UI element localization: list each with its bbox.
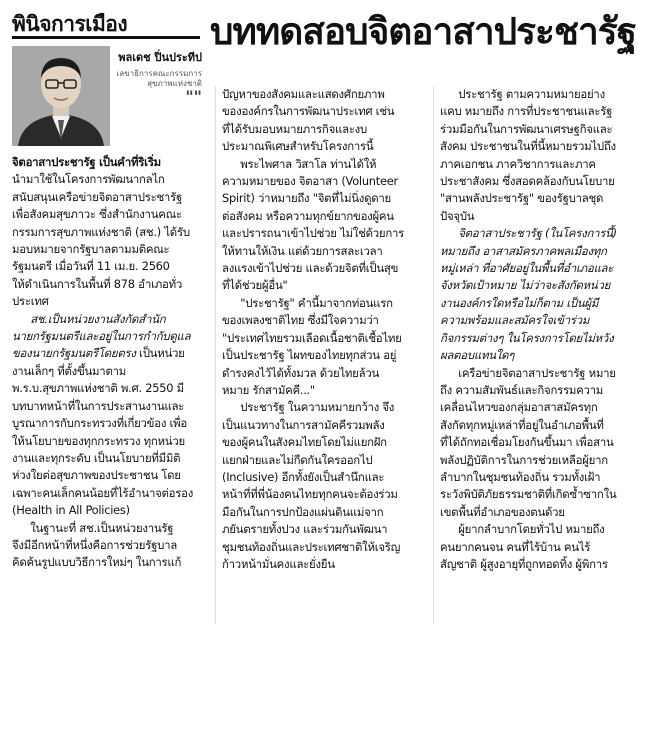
article-line: เคลื่อนไหวของกลุ่มอาสาสมัครทุก — [440, 400, 598, 415]
article-line: ประชารัฐ ในความหมายกว้าง จึง — [240, 400, 395, 415]
article-line: ความพร้อมและสมัครใจเข้าร่วม — [440, 313, 590, 328]
article-line: ประเทศ — [12, 294, 49, 309]
article-line: สังคม ประชาชนในที่นี้หมายรวมไปถึง — [440, 139, 616, 154]
article-line: นายกรัฐมนตรีและอยู่ในการกำกับดูแล — [12, 329, 191, 344]
article-line: เป็นแนวทางในการสามัคคีรวมพลัง — [222, 417, 385, 432]
article-line: แคบ หมายถึง การที่ประชาชนและรัฐ — [440, 104, 613, 119]
article-line: ที่ได้รับมอบหมายภารกิจและงบ — [222, 121, 367, 136]
article-line: "ประชารัฐ" คำนี้มาจากท่อนแรก — [240, 295, 393, 310]
article-line: ของผู้คนในสังคมไทยโดยไม่แยกฝัก — [222, 435, 387, 450]
article-line: ปัญหาของสังคมและแสดงศักยภาพ — [222, 87, 385, 101]
article-line: ภยันตรายทั้งปวง และร่วมกันพัฒนา — [222, 522, 388, 537]
article-line: ดำรงคงไว้ได้ทั้งมวล ด้วยไทยล้วน — [222, 365, 380, 380]
article-line: กรรมการสุขภาพแห่งชาติ (สช.) ได้รับ — [12, 224, 190, 239]
headline: บททดสอบจิตอาสาประชารัฐ — [210, 10, 637, 53]
article-line: (Health in All Policies) — [12, 503, 130, 518]
article-line: พระไพศาล วิสาโล ท่านได้ให้ — [240, 156, 377, 171]
article-line: ประมาณพิเศษสำหรับโครงการนี้ — [222, 139, 374, 154]
article-line: พลังปฏิบัติการในการช่วยเหลือผู้ยาก — [440, 452, 608, 467]
article-line: ต่อสังคม หรือความทุกข์ยากของผู้คน — [222, 208, 394, 223]
article-line: เขตพื้นที่อำเภอของตนด้วย — [440, 504, 565, 519]
article-line: งานและทุกระดับ เป็นนโยบายที่มีมิติ — [12, 450, 181, 465]
article-line: และปรารถนาเข้าไปช่วย ไม่ใช่ด้วยการ — [222, 226, 404, 241]
quote-mark: "" — [185, 87, 202, 106]
article-line: ระวังพิบัติภัยธรรมชาติที่เกิดซ้ำซากใน — [440, 487, 617, 502]
article-line: ชุมชนท้องถิ่นและประเทศชาติให้เจริญ — [222, 539, 401, 554]
article-line: พ.ร.บ.สุขภาพแห่งชาติ พ.ศ. 2550 มี — [12, 381, 184, 396]
article-line: ขององค์กรในการพัฒนาประเทศ เช่น — [222, 104, 395, 119]
article-column-1 — [12, 154, 208, 624]
byline — [110, 48, 202, 106]
article-line: สนับสนุนเครือข่ายจิตอาสาประชารัฐ — [12, 189, 182, 204]
author-name: พลเดช ปิ่นประทีป — [118, 51, 202, 64]
article-line: สัญชาติ ผู้สูงอายุที่ถูกทอดทิ้ง ผู้พิการ — [440, 556, 608, 571]
article-line: หมาย รักสามัคคี..." — [222, 382, 315, 397]
column-divider — [215, 86, 216, 624]
author-photo — [12, 46, 110, 146]
article-line: ในฐานะที่ สช.เป็นหน่วยงานรัฐ — [30, 520, 174, 535]
article-line: รัฐมนตรี เมื่อวันที่ 11 เม.ย. 2560 — [12, 259, 170, 274]
article-line: ห่วงใยต่อสุขภาพของประชาชน โดย — [12, 468, 181, 483]
article-line: เพื่อสังคมสุขภาวะ ซึ่งสำนักงานคณะ — [12, 207, 182, 222]
article-line: สังกัดทุกหมู่เหล่าที่อยู่ในอำเภอพื้นที่ — [440, 417, 604, 432]
author-title-line: เลขาธิการคณะกรรมการ — [116, 69, 202, 78]
article-line: ถึง ความสัมพันธ์และกิจกรรมความ — [440, 382, 604, 397]
article-line: เป็นประชารัฐ ไผทของไทยทุกส่วน อยู่ — [222, 348, 397, 363]
author-title-line: สุขภาพแห่งชาติ — [147, 79, 202, 88]
article-line: งานเล็กๆ ที่ตั้งขึ้นมาตาม — [12, 363, 127, 378]
article-line: ผลตอบแทนใดๆ — [440, 348, 515, 363]
article-line: จิตอาสาประชารัฐ (ในโครงการนี้) — [458, 226, 617, 241]
article-line: ที่ได้ช่วยผู้อื่น" — [222, 278, 288, 293]
article-line: ประชาสังคม ซึ่งสอดคล้องกับนโยบาย — [440, 174, 615, 189]
article-line: ร่วมมือกันในการพัฒนาเศรษฐกิจและ — [440, 121, 613, 136]
article-line: ลำบากในชุมชนท้องถิ่น รวมทั้งเฝ้า — [440, 469, 601, 484]
section-label: พินิจการเมือง — [12, 12, 128, 36]
article-line: ให้ดำเนินการในพื้นที่ 878 อำเภอทั่ว — [12, 276, 183, 291]
article-line: สช.เป็นหน่วยงานสังกัดสำนัก — [30, 311, 166, 326]
article-column-2 — [222, 86, 427, 624]
article-line: "ประเทศไทยรวมเลือดเนื้อชาติเชื้อไทย — [222, 330, 402, 345]
article-line: ให้นโยบายของทุกกระทรวง ทุกหน่วย — [12, 433, 185, 448]
article-line: บูรณาการกับกระทรวงที่เกี่ยวข้อง เพื่อ — [12, 416, 187, 431]
article-line: หมายถึง อาสาสมัครภาคพลเมืองทุก — [440, 243, 607, 258]
article-line: ปัจจุบัน — [440, 208, 475, 223]
article-line: Spirit) ว่าหมายถึง "จิตที่ไม่นิ่งดูดาย — [222, 191, 391, 206]
article-line: คิดค้นรูปแบบวิธีการใหม่ๆ ในการแก้ — [12, 555, 182, 570]
article-line: เครือข่ายจิตอาสาประชารัฐ หมาย — [458, 365, 616, 380]
article-line: จิตอาสาประชารัฐ เป็นคำที่ริเริ่ม — [12, 155, 161, 169]
article-line: ของนายกรัฐมนตรีโดยตรง เป็นหน่วย — [12, 346, 185, 361]
article-line: จังหวัดเป้าหมาย ไม่ว่าจะสังกัดหน่วย — [440, 278, 611, 293]
article-line: หมู่เหล่า ที่อาศัยอยู่ในพื้นที่อำเภอและ — [440, 261, 614, 276]
column-divider — [433, 86, 434, 624]
author-title — [110, 69, 202, 89]
article-line: มือกันในการปกป้องแผ่นดินแม่จาก — [222, 504, 384, 519]
article-line: (Inclusive) อีกทั้งยังเป็นสำนึกและ — [222, 469, 385, 484]
article-line: ความหมายของ จิตอาสา (Volunteer — [222, 174, 398, 189]
article-line: บทบาทหน้าที่ในการประสานงานและ — [12, 398, 185, 413]
section-underline — [12, 36, 200, 39]
article-line: "สานพลังประชารัฐ" ของรัฐบาลชุด — [440, 191, 604, 206]
article-line: ภาคเอกชน ภาควิชาการและภาค — [440, 156, 596, 171]
article-line: เฉพาะคนเล็กคนน้อยที่ไร้อำนาจต่อรอง — [12, 485, 194, 500]
article-line: แยกฝ่ายและไม่กีดกันใครออกไป — [222, 452, 373, 467]
article-line: มอบหมายจากรัฐบาลตามมติคณะ — [12, 242, 170, 257]
article-line: กิจกรรมต่างๆ ในโครงการโดยไม่หวัง — [440, 330, 614, 345]
article-line: ให้ทานให้เงิน แต่ด้วยการสละเวลา — [222, 243, 383, 258]
article-line: นำมาใช้ในโครงการพัฒนากลไก — [12, 172, 165, 187]
article-line: ที่ได้ถักทอเชื่อมโยงกันขึ้นมา เพื่อสาน — [440, 435, 614, 450]
article-line: จึงมีอีกหน้าที่หนึ่งคือการช่วยรัฐบาล — [12, 537, 177, 552]
article-line: ของเพลงชาติไทย ซึ่งมีใจความว่า — [222, 313, 379, 328]
article-column-3 — [440, 86, 645, 624]
article-line: ก้าวหน้ามั่นคงและยั่งยืน — [222, 556, 335, 571]
article-line: คนยากคนจน คนที่ไร้บ้าน คนไร้ — [440, 539, 591, 554]
article-line: หน้าที่ที่พี่น้องคนไทยทุกคนจะต้องร่วม — [222, 487, 398, 502]
article-line: ลงแรงเข้าไปช่วย และด้วยจิตที่เป็นสุข — [222, 261, 399, 276]
article-line: ประชารัฐ ตามความหมายอย่าง — [458, 87, 605, 101]
article-line: ผู้ยากลำบากโดยทั่วไป หมายถึง — [458, 522, 605, 537]
article-line: งานองค์กรใดหรือไม่ก็ตาม เป็นผู้มี — [440, 295, 599, 310]
